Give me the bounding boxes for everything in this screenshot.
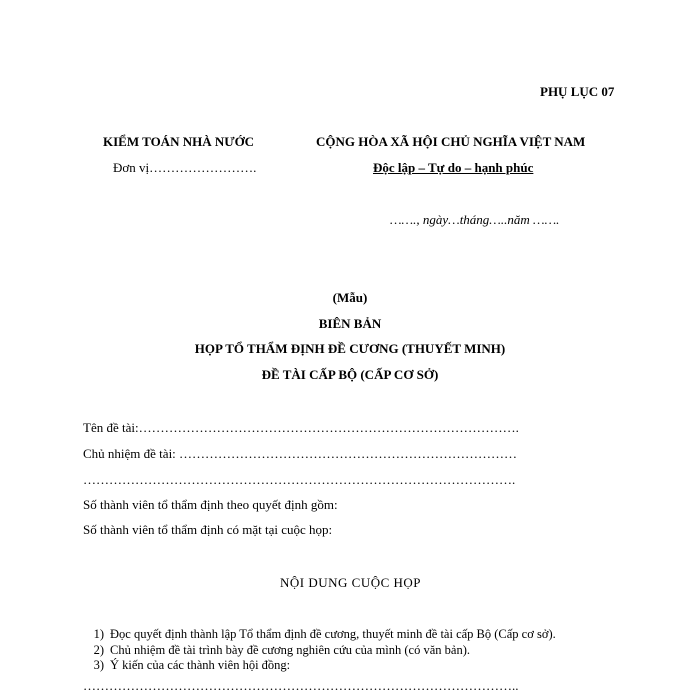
date-line: ……., ngày…tháng…..năm ……. xyxy=(390,212,560,227)
list-text: Ý kiến của các thành viên hội đồng: xyxy=(110,658,291,672)
doc-subtitle-2: ĐỀ TÀI CẤP BỘ (CẤP CƠ SỞ) xyxy=(261,367,439,382)
list-text: Chủ nhiệm đề tài trình bày đề cương nghiên cứu của mình (có văn bản). xyxy=(110,643,470,657)
list-number: 3) xyxy=(93,658,104,672)
topic-field: Tên đề tài:……………………………………………………………………………. xyxy=(83,420,519,435)
list-text: Đọc quyết định thành lập Tổ thẩm định đề cương, thuyết minh đề tài cấp Bộ (Cấp cơ sở). xyxy=(110,627,556,641)
republic-title: CỘNG HÒA XÃ HỘI CHỦ NGHĨA VIỆT NAM xyxy=(316,134,586,149)
doc-title: BIÊN BẢN xyxy=(318,316,382,331)
final-dots: ……………………………………………………………………………………….. xyxy=(83,678,519,693)
list-number: 1) xyxy=(93,627,104,641)
present-field: Số thành viên tổ thẩm định có mặt tại cuộc họp: xyxy=(83,522,333,537)
list-number: 2) xyxy=(93,643,104,657)
list-item xyxy=(82,627,556,642)
motto: Độc lập – Tự do – hạnh phúc xyxy=(373,160,534,175)
doc-subtitle-1: HỌP TỔ THẨM ĐỊNH ĐỀ CƯƠNG (THUYẾT MINH) xyxy=(194,341,506,356)
appendix-label: PHỤ LỤC 07 xyxy=(540,84,615,99)
form-label: (Mẫu) xyxy=(332,290,368,305)
section-title: NỘI DUNG CUỘC HỌP xyxy=(280,575,422,590)
unit-field: Đơn vị……………………. xyxy=(113,160,257,175)
list-item xyxy=(82,658,290,673)
org-name: KIỂM TOÁN NHÀ NƯỚC xyxy=(103,134,255,149)
members-field: Số thành viên tổ thẩm định theo quyết định gồm: xyxy=(83,497,338,512)
list-item xyxy=(82,643,470,658)
lead-field: Chủ nhiệm đề tài: …………………………………………………………………… xyxy=(83,446,518,461)
blank-line: ………………………………………………………………………………………. xyxy=(83,472,516,487)
